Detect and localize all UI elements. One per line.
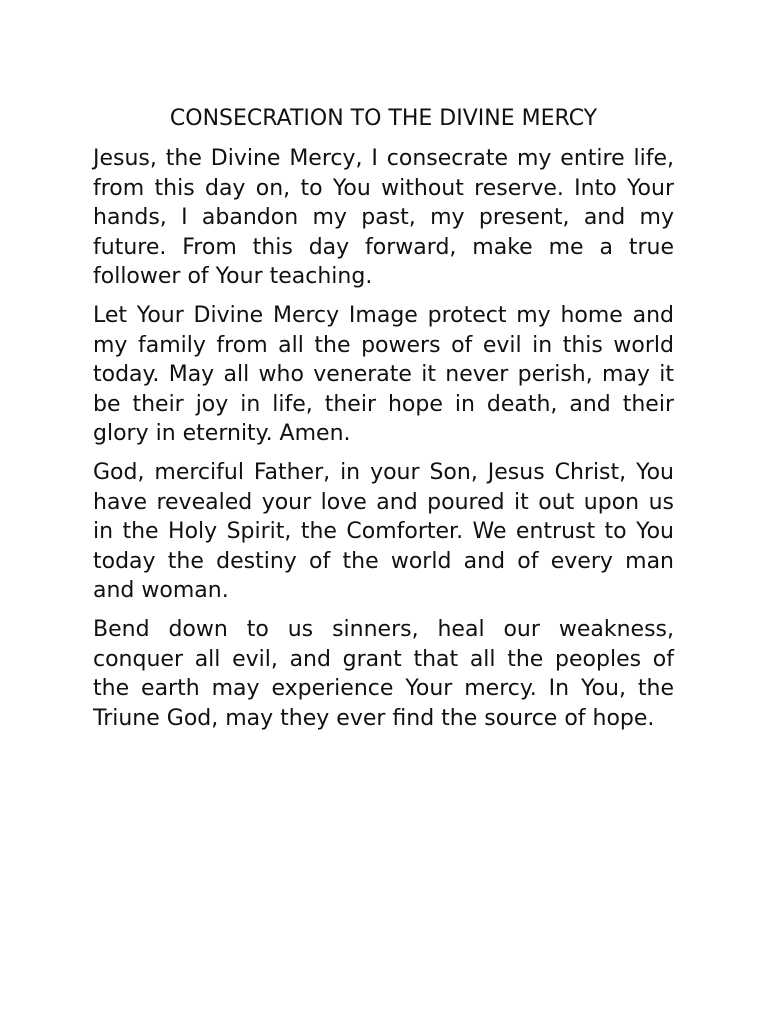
- paragraph-consecration: Jesus, the Divine Mercy, I consecrate my entire life, from this day on, to You without reserve. Into Your hands, I abandon my past, my present, and my future. From this day forward, make me a true follower of Your teaching.: [93, 146, 674, 290]
- paragraph-protection: Let Your Divine Mercy Image protect my home and my family from all the powers of evil in this world today. May all who venerate it never perish, may it be their joy in life, their hope in death, and their glory in eternity. Amen.: [93, 302, 674, 447]
- document-body: [93, 103, 674, 733]
- document-title: CONSECRATION TO THE DIVINE MERCY: [169, 106, 598, 131]
- paragraph-entrustment: God, merciful Father, in your Son, Jesus Christ, You have revealed your love and poured it out upon us in the Holy Spirit, the Comforter. We entrust to You today the destiny of the world and of every man and woman.: [93, 459, 674, 604]
- paragraph-petition: Bend down to us sinners, heal our weakness, conquer all evil, and grant that all the peoples of the earth may experience Your mercy. In You, the Triune God, may they ever find the source of hope.: [93, 616, 674, 731]
